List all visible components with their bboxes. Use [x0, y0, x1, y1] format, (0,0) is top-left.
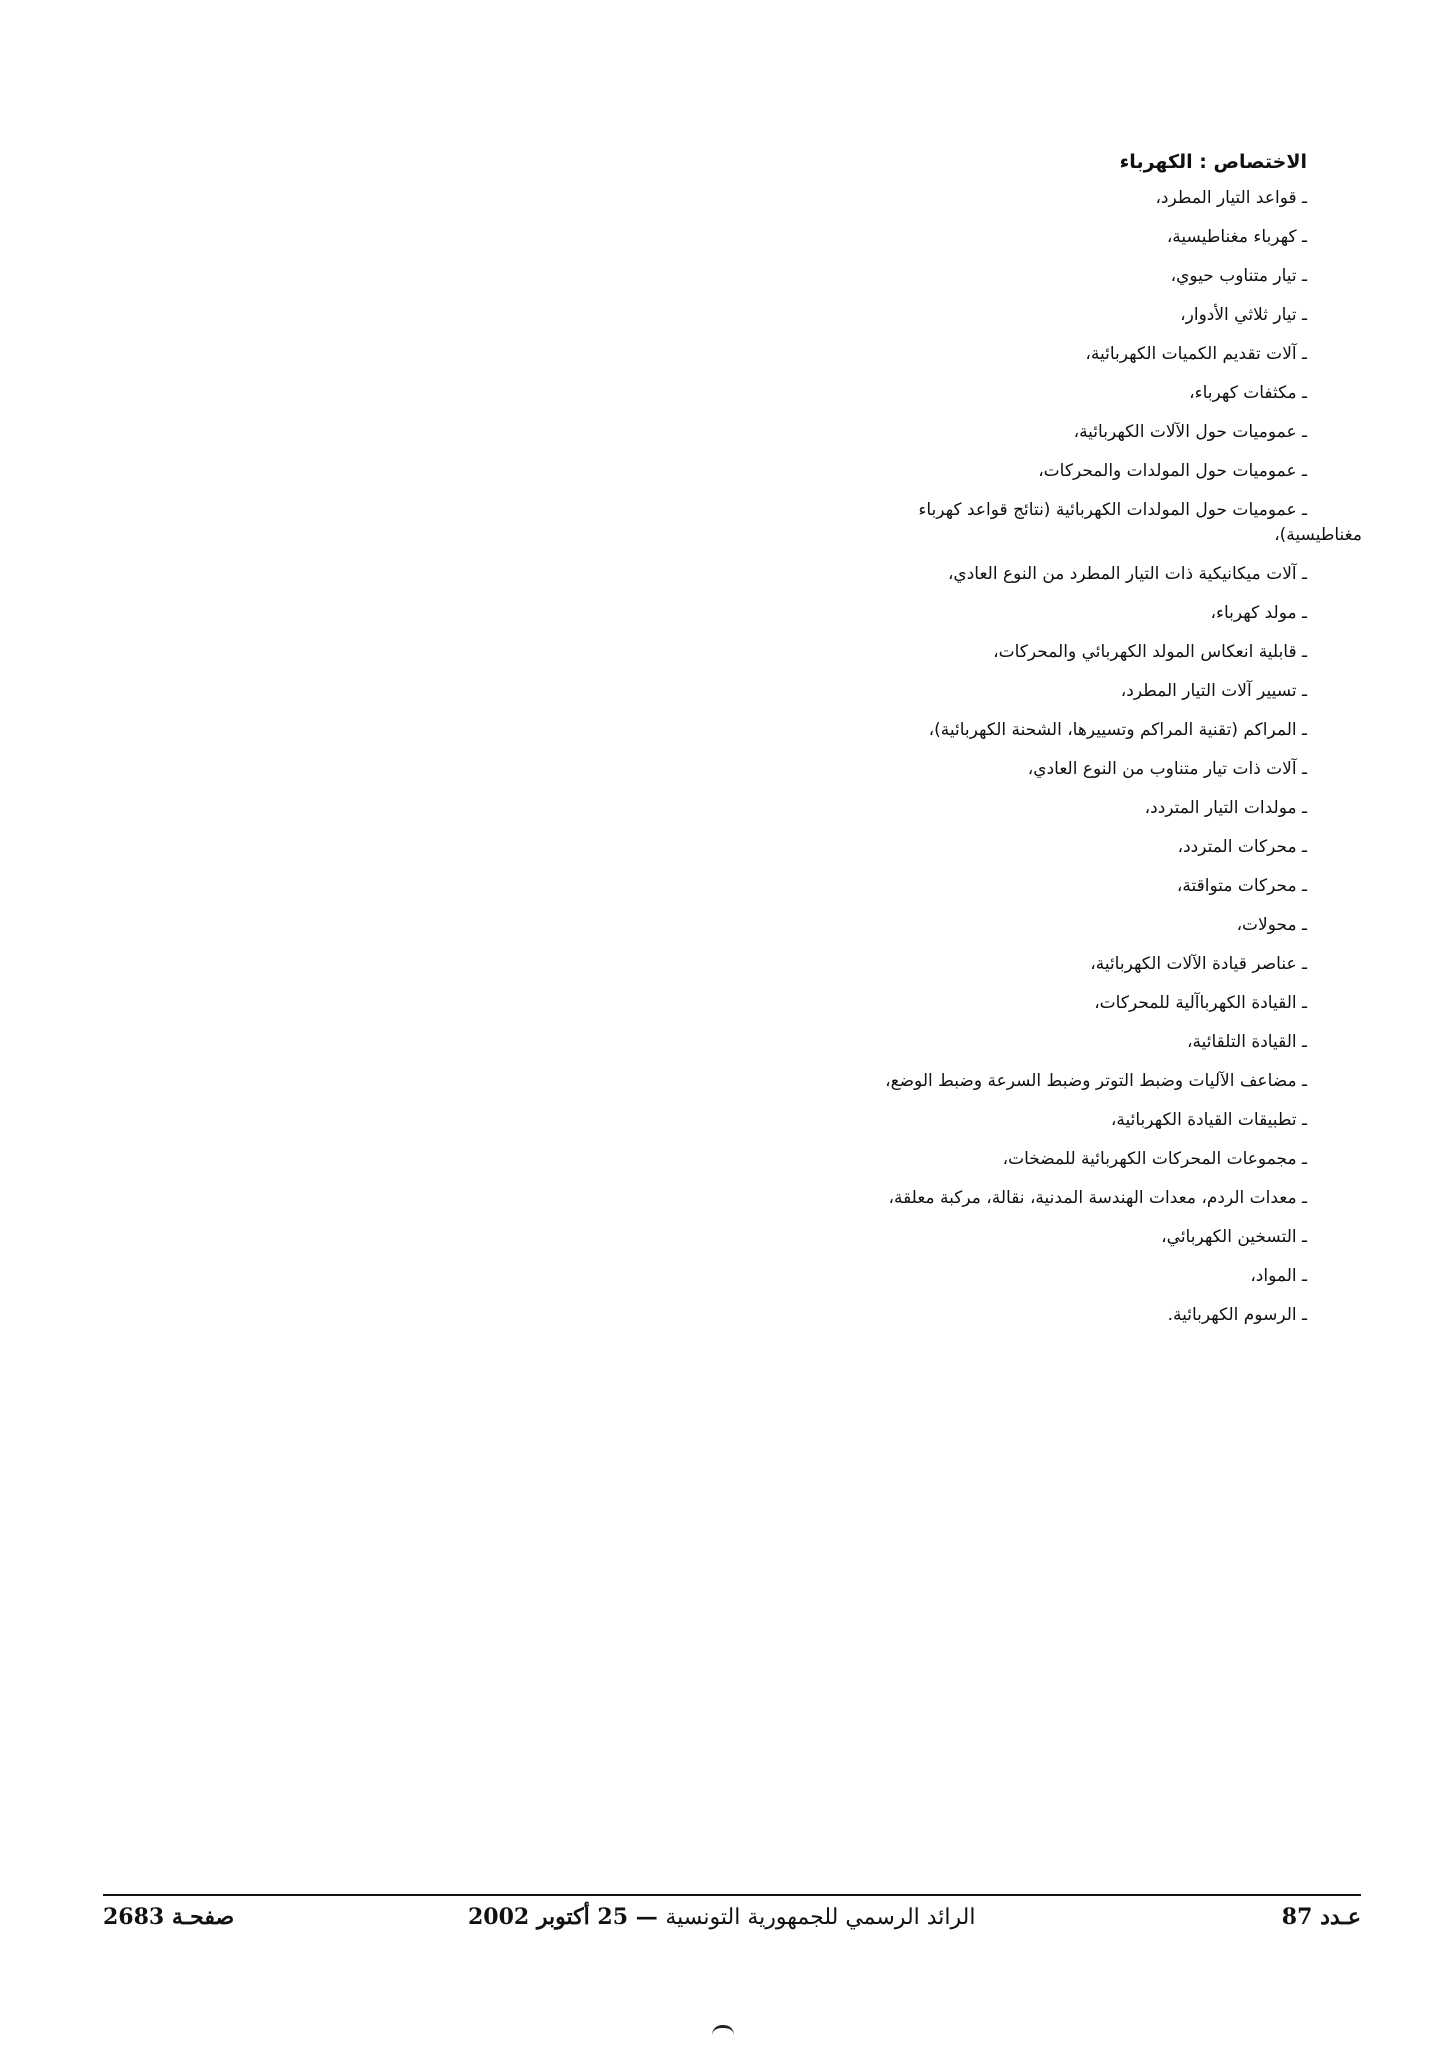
list-item: ـ قواعد التيار المطرد، [1155, 188, 1307, 208]
list-item: ـ آلات تقديم الكميات الكهربائية، [1085, 344, 1307, 364]
issue-number [1282, 1904, 1361, 1930]
wrapped-line-2: مغناطيسية)، [1274, 525, 1362, 545]
list-item: ـ مولد كهرباء، [1210, 603, 1307, 623]
gazette-name: الرائد الرسمي للجمهورية التونسية [665, 1905, 976, 1930]
gazette-title [468, 1904, 976, 1930]
list-item: ـ مكثفات كهرباء، [1189, 383, 1307, 403]
section-heading: الاختصاص : الكهرباء [1119, 151, 1307, 173]
list-item: ـ آلات ذات تيار متناوب من النوع العادي، [1027, 759, 1307, 779]
list-item: ـ كهرباء مغناطيسية، [1166, 227, 1307, 247]
list-item: ـ عموميات حول المولدات والمحركات، [1038, 461, 1307, 481]
list-item: ـ تيار ثلاثي الأدوار، [1180, 305, 1307, 325]
list-item: ـ تطبيقات القيادة الكهربائية، [1110, 1110, 1307, 1130]
list-item: ـ القيادة التلقائية، [1187, 1032, 1307, 1052]
footer-divider [103, 1894, 1361, 1896]
list-item: ـ آلات ميكانيكية ذات التيار المطرد من النوع العادي، [947, 564, 1307, 584]
list-item: ـ المراكم (تقنية المراكم وتسييرها، الشحنة الكهربائية)، [928, 720, 1307, 740]
list-item: ـ مجموعات المحركات الكهربائية للمضخات، [1002, 1149, 1307, 1169]
page-value: 2683 [103, 1904, 165, 1930]
list-item: ـ مضاعف الآليات وضبط التوتر وضبط السرعة وضبط الوضع، [885, 1071, 1307, 1091]
list-item: ـ تيار متناوب حيوي، [1170, 266, 1307, 286]
wrapped-line-1: ـ عموميات حول المولدات الكهربائية (نتائج قواعد كهرباء [918, 500, 1307, 520]
issue-value: 87 [1281, 1904, 1313, 1930]
list-item: ـ الرسوم الكهربائية. [1167, 1305, 1307, 1325]
list-item: ـ محركات المتردد، [1177, 837, 1307, 857]
issue-label: عـدد [1320, 1904, 1361, 1930]
list-item: ـ عموميات حول الآلات الكهربائية، [1073, 422, 1307, 442]
list-item: ـ معدات الردم، معدات الهندسة المدنية، نقالة، مركبة معلقة، [888, 1188, 1307, 1208]
list-item: ـ المواد، [1250, 1266, 1307, 1286]
list-item: ـ محولات، [1236, 915, 1307, 935]
gazette-date: — 25 أكتوبر 2002 [468, 1904, 658, 1930]
page-footer [103, 1904, 1361, 1944]
topic-list [607, 186, 1362, 1328]
list-item: ـ عناصر قيادة الآلات الكهربائية، [1090, 954, 1307, 974]
scan-artifact [712, 2025, 734, 2038]
list-item: ـ القيادة الكهرباآلية للمحركات، [1094, 993, 1307, 1013]
page-label: صفحـة [171, 1904, 235, 1930]
list-item: ـ قابلية انعكاس المولد الكهربائي والمحركات، [993, 642, 1307, 662]
list-item: ـ التسخين الكهربائي، [1161, 1227, 1307, 1247]
list-item: ـ مولدات التيار المتردد، [1144, 798, 1307, 818]
page-number [103, 1904, 234, 1930]
list-item: ـ تسيير آلات التيار المطرد، [1120, 681, 1307, 701]
list-item-wrapped [762, 498, 1362, 548]
main-content [607, 148, 1362, 1342]
list-item: ـ محركات متواقتة، [1176, 876, 1307, 896]
